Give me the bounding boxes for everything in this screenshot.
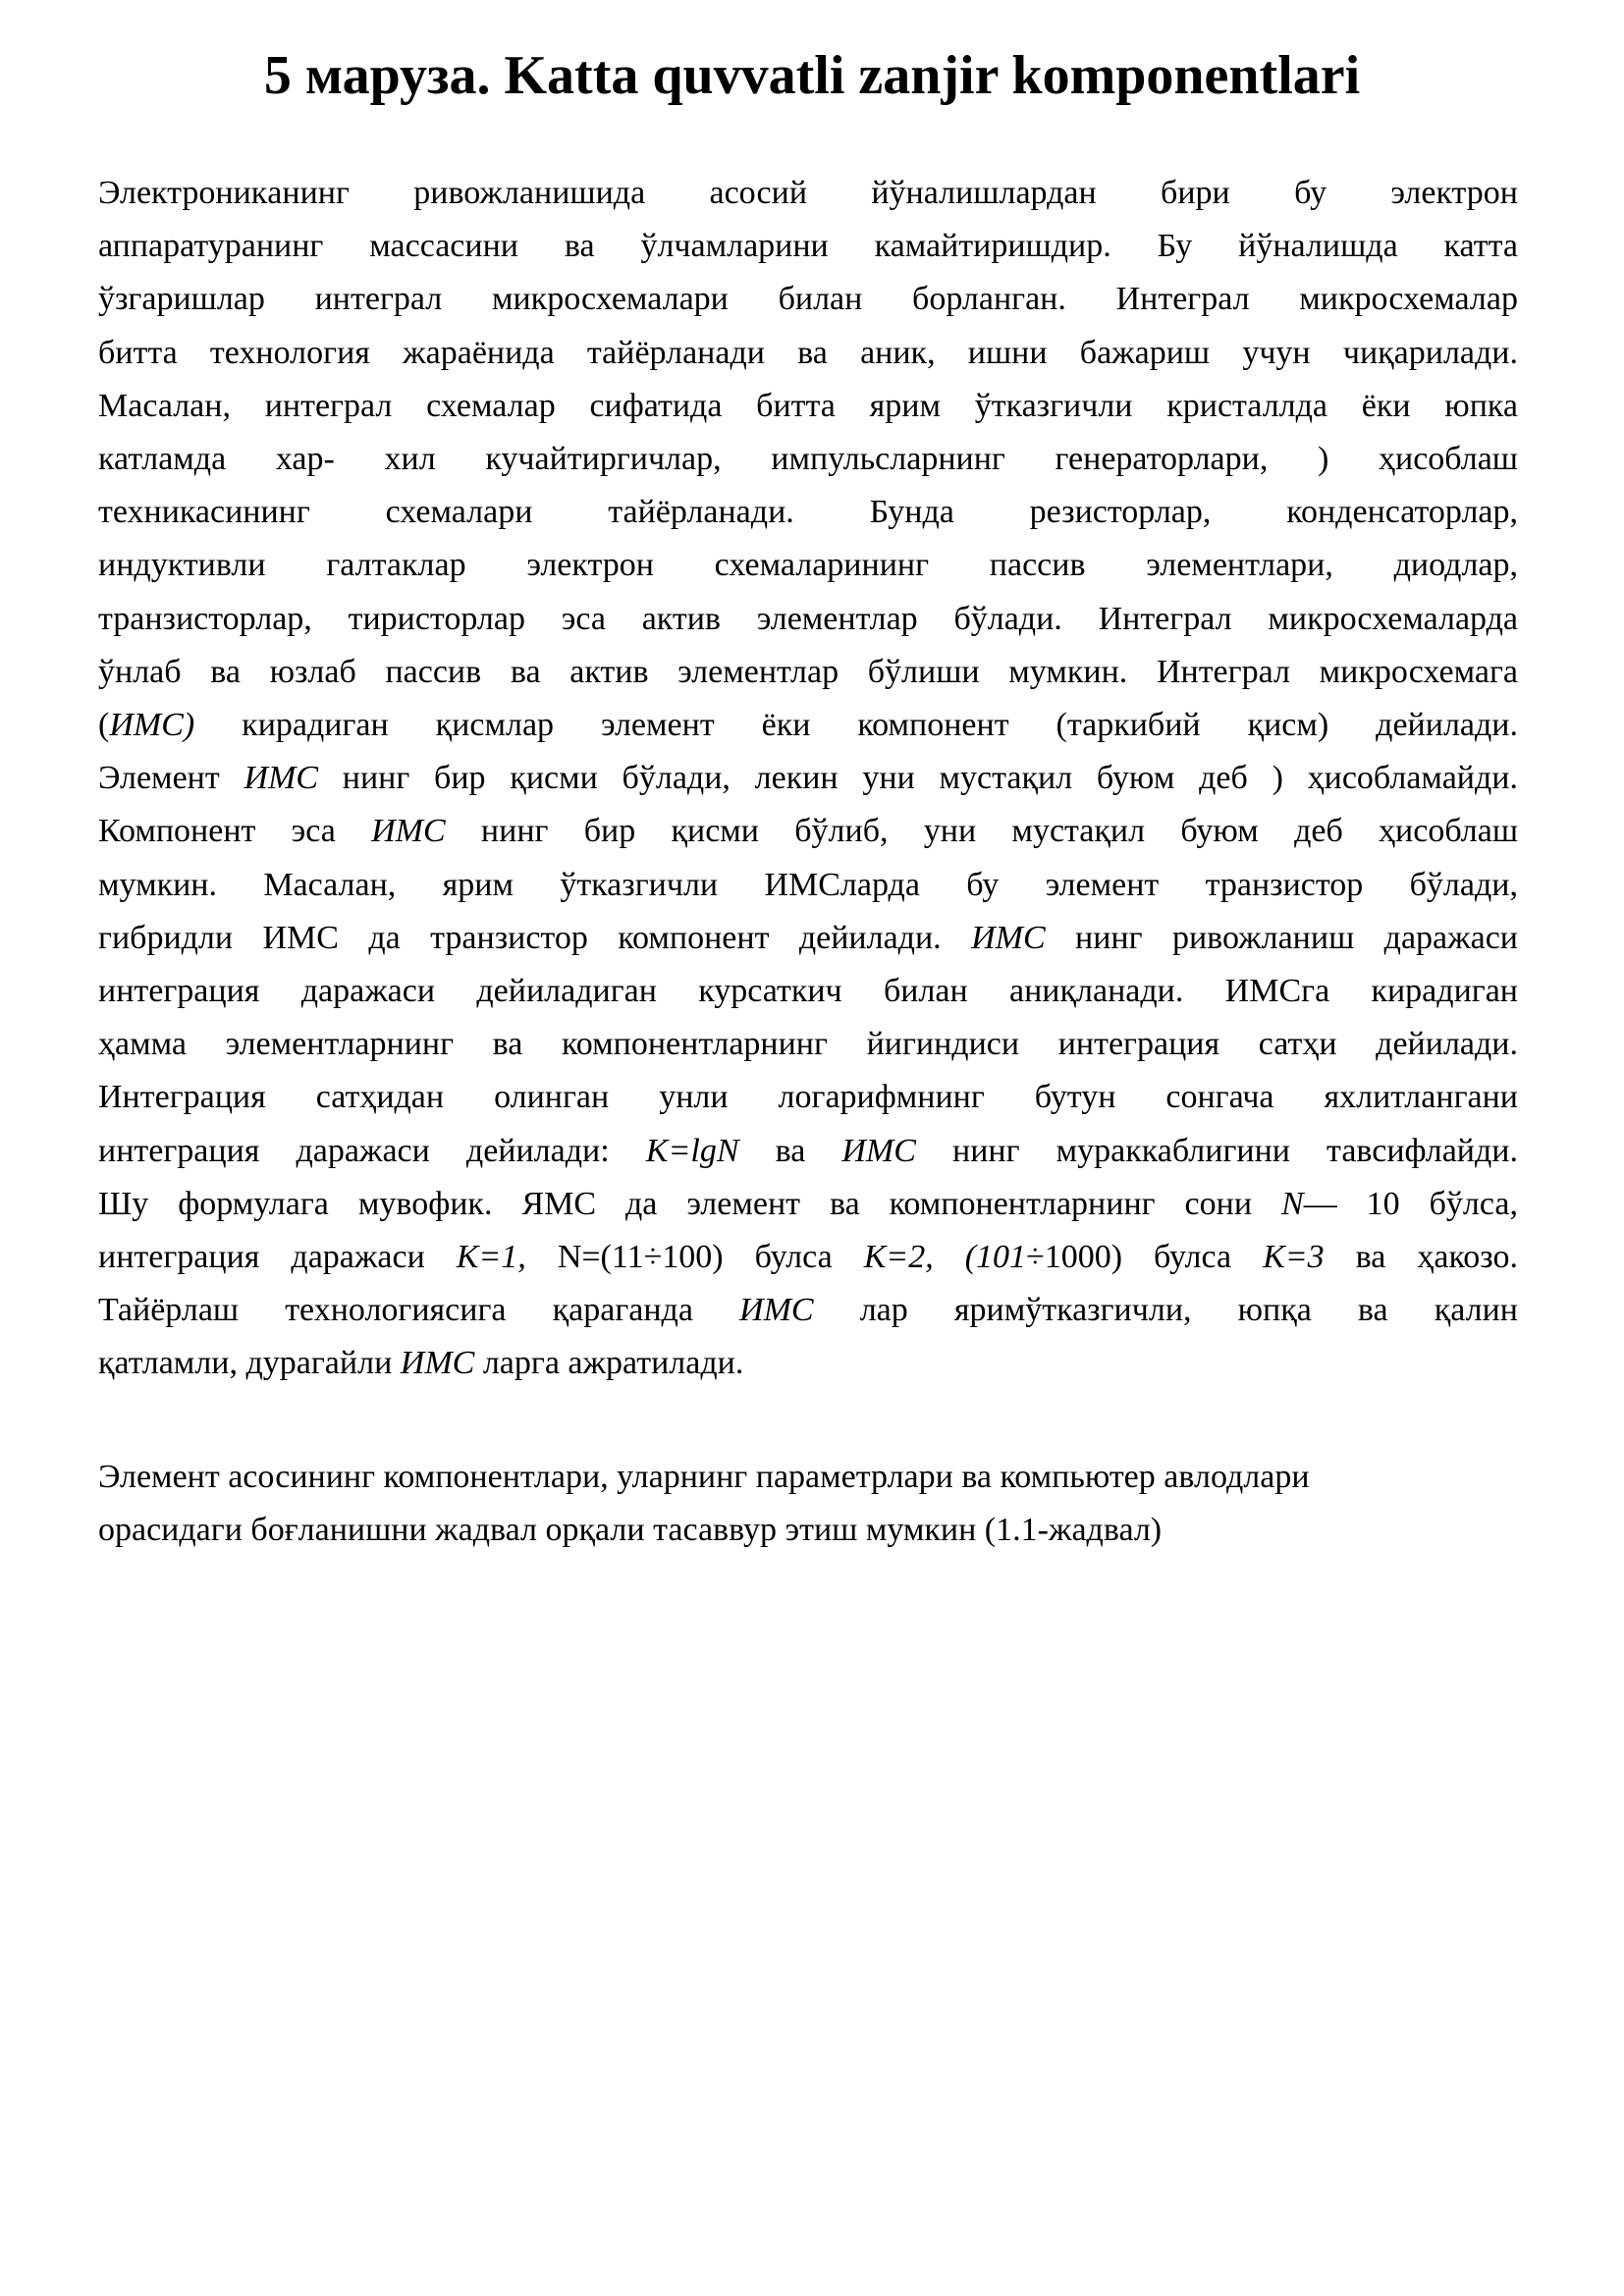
text-run: ва xyxy=(738,1132,842,1169)
text-run: интеграция даражаси xyxy=(98,1239,457,1276)
text-line: транзисторлар, тиристорлар эса актив элементлар бўлади. Интеграл микросхемаларда xyxy=(98,600,1518,637)
ims-term: ИМС xyxy=(971,919,1046,956)
text-line xyxy=(98,1284,1518,1337)
formula-variable: N xyxy=(1281,1185,1304,1222)
text-line: Электроникaнинг ривожланишида асосий йўналишлардан бири бу электрон xyxy=(98,175,1518,211)
formula: K=lgN xyxy=(645,1132,739,1169)
text-run: ( xyxy=(98,707,110,744)
text-line xyxy=(98,699,1518,752)
text-line: техникасининг схемалари тайёрланади. Бунда резисторлар, конденсаторлар, xyxy=(98,494,1518,531)
formula: К=1, xyxy=(456,1239,526,1276)
text-run: Компонент эса xyxy=(98,813,372,850)
ims-term: ИМС xyxy=(244,760,319,797)
ims-term: ИМС xyxy=(371,813,446,850)
text-line: Масалан, интеграл схемалар сифатида битта ярим ўтказгичли кристаллда ёки юпка xyxy=(98,387,1518,424)
text-run: нинг бир қисми бўлиб, уни мустақил буюм деб ҳисоблаш xyxy=(445,813,1519,850)
text-line xyxy=(98,1337,1518,1390)
formula: К=3 xyxy=(1263,1239,1325,1276)
body-paragraph-1 xyxy=(98,167,1518,1391)
text-run: N=(11÷100) булса xyxy=(525,1239,864,1276)
text-line: орасидаги боғланишни жадвал орқали тасаввур этиш мумкин (1.1-жадвал) xyxy=(98,1512,1163,1549)
text-run: кирадиган қисмлар элемент ёки компонент (таркибий қисм) дейилади. xyxy=(194,707,1518,744)
text-line: битта технология жараёнида тайёрланади ва аник, ишни бажариш учун чиқарилади. xyxy=(98,334,1518,371)
text-run: нинг ривожланиш даражаси xyxy=(1045,919,1518,956)
text-line xyxy=(98,1125,1518,1178)
text-run: лар яримўтказгичли, юпқа ва қалин xyxy=(813,1292,1518,1329)
text-run: нинг мураккаблигини тавсифлайди. xyxy=(915,1132,1518,1169)
text-line: Элемент асосининг компонентлари, уларнинг параметрлари ва компьютер авлодлари xyxy=(98,1459,1310,1495)
text-line: интеграция даражаси дейиладиган курсаткич билан аниқланади. ИМСга кирадиган xyxy=(98,973,1518,1010)
ims-term: ИМС xyxy=(739,1292,814,1329)
ims-term: ИМС xyxy=(400,1345,475,1382)
text-line: катламда хар- хил кучайтиргичлар, импульсларнинг генераторлари, ) ҳисоблаш xyxy=(98,441,1518,478)
ims-term: ИМС xyxy=(841,1132,916,1169)
text-line: ҳамма элементларнинг ва компонентларнинг йигиндиси интеграция сатҳи дейилади. xyxy=(98,1026,1518,1063)
text-line: аппаратуранинг массасини ва ўлчамларини камайтиришдир. Бу йўналишда катта xyxy=(98,228,1518,265)
text-line: ўзгаришлар интеграл микросхемалари билан борланган. Интеграл микросхемалар xyxy=(98,281,1518,318)
ims-term: ИМС) xyxy=(109,707,195,744)
text-line xyxy=(98,752,1518,805)
text-line: мумкин. Масалан, ярим ўтказгичли ИМСларда бу элемент транзистор бўлади, xyxy=(98,866,1518,903)
formula: К=2, (101 xyxy=(863,1239,1027,1276)
text-run: ва ҳакозо. xyxy=(1324,1239,1518,1276)
body-paragraph-2 xyxy=(98,1451,1518,1557)
text-run: гибридли ИМС да транзистор компонент дейилади. xyxy=(98,919,972,956)
text-line xyxy=(98,805,1518,858)
text-run: ÷1000) булса xyxy=(1026,1239,1264,1276)
text-run: нинг бир қисми бўлади, лекин уни мустақил буюм деб ) ҳисобламайди. xyxy=(318,760,1518,797)
text-line xyxy=(98,912,1518,965)
text-run: — 10 бўлса, xyxy=(1303,1185,1518,1222)
page-title: 5 маруза. Katta quvvatli zanjir komponentlari xyxy=(263,45,1361,106)
text-run: интеграция даражаси дейилади: xyxy=(98,1132,646,1169)
text-line: ўнлаб ва юзлаб пассив ва актив элементлар бўлиши мумкин. Интеграл микросхемага xyxy=(98,653,1518,690)
text-line xyxy=(98,1231,1518,1284)
text-run: қатламли, дурагайли xyxy=(98,1345,401,1382)
text-run: ларга ажратилади. xyxy=(474,1345,744,1382)
text-line: индуктивли галтаклар электрон схемаларининг пассив элементлари, диодлар, xyxy=(98,547,1518,584)
text-line: Интеграция сатҳидан олинган унли логарифмнинг бутун сонгача яхлитлангани xyxy=(98,1079,1518,1116)
text-line xyxy=(98,1178,1518,1231)
text-run: Тайёрлаш технологиясига қараганда xyxy=(98,1292,740,1329)
text-run: Шу формулага мувофик. ЯМС да элемент ва компонентларнинг сони xyxy=(98,1185,1281,1222)
text-run: Элемент xyxy=(98,760,244,797)
